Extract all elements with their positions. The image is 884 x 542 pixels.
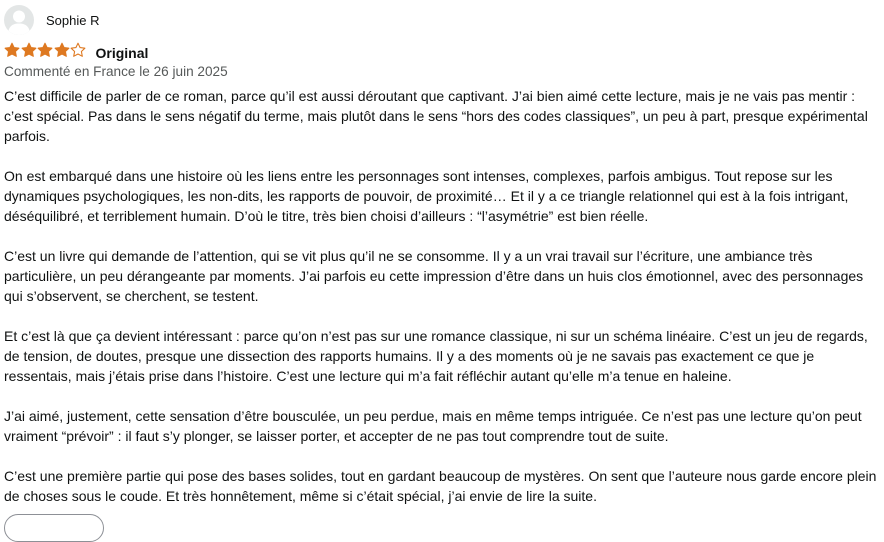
- reviewer-name[interactable]: Sophie R: [46, 12, 100, 28]
- helpful-button[interactable]: [4, 514, 104, 542]
- user-avatar-icon: [4, 5, 34, 35]
- star-filled-icon: [21, 42, 38, 63]
- rating-row: [4, 42, 148, 63]
- star-empty-icon: [70, 42, 87, 63]
- reviewer-profile[interactable]: [4, 5, 99, 35]
- review-title[interactable]: Original: [95, 44, 149, 61]
- star-filled-icon: [37, 42, 54, 63]
- report-link[interactable]: [120, 519, 180, 523]
- review-paragraph: C’est une première partie qui pose des bases solides, tout en gardant beaucoup de mystères. On sent que l’auteure nous garde encore plein de choses sous le coude. Et très honnêtement, même si c’était spécial, j’ai envie de lire la suite.: [4, 468, 877, 504]
- review-paragraph: J’ai aimé, justement, cette sensation d’être bousculée, un peu perdue, mais en même temps intriguée. Ce n’est pas une lecture qu’on peut vraiment “prévoir” : il faut s’y plonger, se laisser porter, et accepter de ne pas tout comprendre tout de suite.: [4, 408, 862, 444]
- star-filled-icon: [54, 42, 71, 63]
- review-paragraph: C’est difficile de parler de ce roman, parce qu’il est aussi déroutant que captivant. J’ai bien aimé cette lecture, mais je ne vais pas mentir : c’est spécial. Pas dans le sens négatif du terme, mais plutôt dans le sens “hors des codes classiques”, un peu à part, presque expérimental parfois.: [4, 88, 868, 144]
- review-paragraph: Et c’est là que ça devient intéressant : parce qu’on n’est pas sur une romance classique, ni sur un schéma linéaire. C’est un jeu de regards, de tension, de doutes, presque une dissection des rapports humains. Il y a des moments où je ne savais pas exactement ce que je ressentais, mais j’étais prise dans l’histoire. C’est une lecture qui m’a fait réfléchir autant qu’elle m’a tenue en haleine.: [4, 328, 868, 384]
- review-paragraph: On est embarqué dans une histoire où les liens entre les personnages sont intenses, complexes, parfois ambigus. Tout repose sur les dynamiques psychologiques, les non-dits, les rapports de pouvoir, de proximité… Et il y a ce triangle relationnel qui est à la fois intrigant, déséquilibré, et terriblement humain. D’où le titre, très bien choisi d’ailleurs : “l’asymétrie” est bien réelle.: [4, 168, 849, 224]
- review-paragraph: C’est un livre qui demande de l’attention, qui se vit plus qu’il ne se consomme. Il y a un vrai travail sur l’écriture, une ambiance très particulière, un peu dérangeante par moments. J’ai parfois eu cette impression d’être dans un huis clos émotionnel, avec des personnages qui s’observent, se cherchent, se testent.: [4, 248, 864, 304]
- star-rating[interactable]: [4, 42, 87, 63]
- review-date: Commenté en France le 26 juin 2025: [4, 64, 228, 79]
- star-filled-icon: [4, 42, 21, 63]
- review-body: [4, 86, 880, 526]
